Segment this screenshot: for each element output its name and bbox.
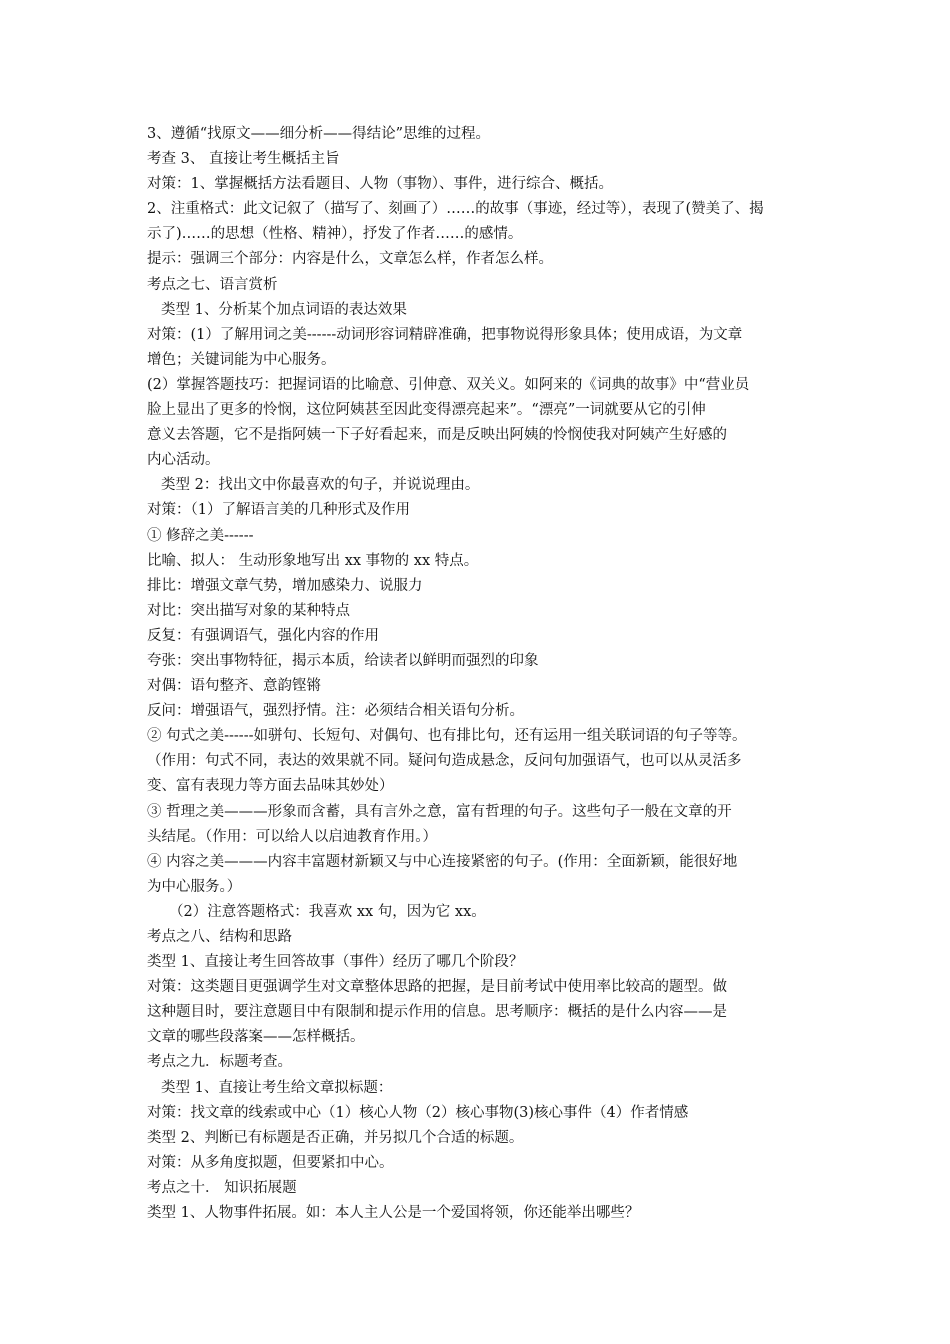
text-line: 对比：突出描写对象的某种特点 <box>147 602 350 619</box>
text-line: 对策：找文章的线索或中心（1）核心人物（2）核心事物(3)核心事件（4）作者情感 <box>147 1104 689 1121</box>
section-heading: 考点之七、语言赏析 <box>147 276 278 293</box>
text-line: （2）注意答题格式：我喜欢 xx 句，因为它 xx。 <box>169 903 486 920</box>
text-line: 反问：增强语气，强烈抒情。注：必须结合相关语句分析。 <box>147 703 524 720</box>
text-line: 夸张：突出事物特征，揭示本质，给读者以鲜明而强烈的印象 <box>147 652 539 669</box>
text-line: 示了)……的思想（性格、精神），抒发了作者……的感情。 <box>147 226 523 243</box>
subsection-heading: 类型 1、分析某个加点词语的表达效果 <box>161 301 407 318</box>
text-line: 反复：有强调语气，强化内容的作用 <box>147 627 379 644</box>
text-line: 比喻、拟人： 生动形象地写出 xx 事物的 xx 特点。 <box>147 552 479 569</box>
text-line: 对偶：语句整齐、意韵铿锵 <box>147 678 321 695</box>
text-line: 对策：这类题目更强调学生对文章整体思路的把握，是目前考试中使用率比较高的题型。做 <box>147 979 727 996</box>
text-line: ① 修辞之美------ <box>147 527 254 544</box>
text-line: 对策：（1）了解语言美的几种形式及作用 <box>147 502 410 519</box>
text-line: (2）掌握答题技巧：把握词语的比喻意、引伸意、双关义。如阿来的《词典的故事》中“营业员 <box>147 376 750 393</box>
text-line: 文章的哪些段落案——怎样概括。 <box>147 1029 365 1046</box>
section-heading: 考点之八、结构和思路 <box>147 929 292 945</box>
text-line: （作用：句式不同，表达的效果就不同。疑问句造成悬念，反问句加强语气，也可以从灵活多 <box>147 753 742 770</box>
document-page <box>147 122 812 1226</box>
text-line: ③ 哲理之美———形象而含蓄，具有言外之意，富有哲理的句子。这些句子一般在文章的开 <box>147 803 732 820</box>
text-line: 这种题目时，要注意题目中有限制和提示作用的信息。思考顺序：概括的是什么内容——是 <box>147 1004 727 1021</box>
text-line: 为中心服务。） <box>147 878 242 895</box>
section-heading: 考点之十． 知识拓展题 <box>147 1179 297 1196</box>
text-line: 类型 1、直接让考生回答故事（事件）经历了哪几个阶段？ <box>147 954 524 971</box>
subsection-heading: 类型 1、直接让考生给文章拟标题： <box>161 1079 393 1096</box>
section-heading: 考点之九．标题考查。 <box>147 1054 292 1071</box>
text-line: 提示：强调三个部分：内容是什么，文章怎么样，作者怎么样。 <box>147 251 553 268</box>
text-line: 3、遵循“找原文——细分析——得结论”思维的过程。 <box>147 126 491 142</box>
subsection-heading: 类型 2：找出文中你最喜欢的句子，并说说理由。 <box>161 477 480 494</box>
text-line: 类型 2、判断已有标题是否正确，并另拟几个合适的标题。 <box>147 1129 524 1146</box>
text-line: 意义去答题，它不是指阿姨一下子好看起来，而是反映出阿姨的怜悯使我对阿姨产生好感的 <box>147 427 727 444</box>
text-line: 排比：增强文章气势，增加感染力、说服力 <box>147 577 423 594</box>
text-line: 脸上显出了更多的怜悯，这位阿姨甚至因此变得漂亮起来”。“漂亮”一词就要从它的引伸 <box>147 402 706 419</box>
text-line: 对策：1、掌握概括方法看题目、人物（事物）、事件，进行综合、概括。 <box>147 176 613 193</box>
text-line: 对策：从多角度拟题，但要紧扣中心。 <box>147 1154 394 1171</box>
text-line: ② 句式之美------如骈句、长短句、对偶句、也有排比句，还有运用一组关联词语的句子等等。 <box>147 728 747 745</box>
section-heading: 考查 3、 直接让考生概括主旨 <box>147 151 340 168</box>
text-line: 变、富有表现力等方面去品味其妙处） <box>147 778 394 795</box>
text-line: 内心活动。 <box>147 452 220 469</box>
text-line: 2、注重格式：此文记叙了（描写了、刻画了）……的故事（事迹，经过等），表现了(赞美了、揭 <box>147 201 764 218</box>
text-line: 对策：(1）了解用词之美------动词形容词精辟准确，把事物说得形象具体；使用成语，为文章 <box>147 326 743 343</box>
text-line: 头结尾。（作用：可以给人以启迪教育作用。） <box>147 828 437 845</box>
text-line: 增色；关键词能为中心服务。 <box>147 351 336 368</box>
text-line: 类型 1、人物事件拓展。如：本人主人公是一个爱国将领，你还能举出哪些？ <box>147 1205 640 1222</box>
text-line: ④ 内容之美———内容丰富题材新颖又与中心连接紧密的句子。(作用：全面新颖，能很好地 <box>147 853 738 870</box>
